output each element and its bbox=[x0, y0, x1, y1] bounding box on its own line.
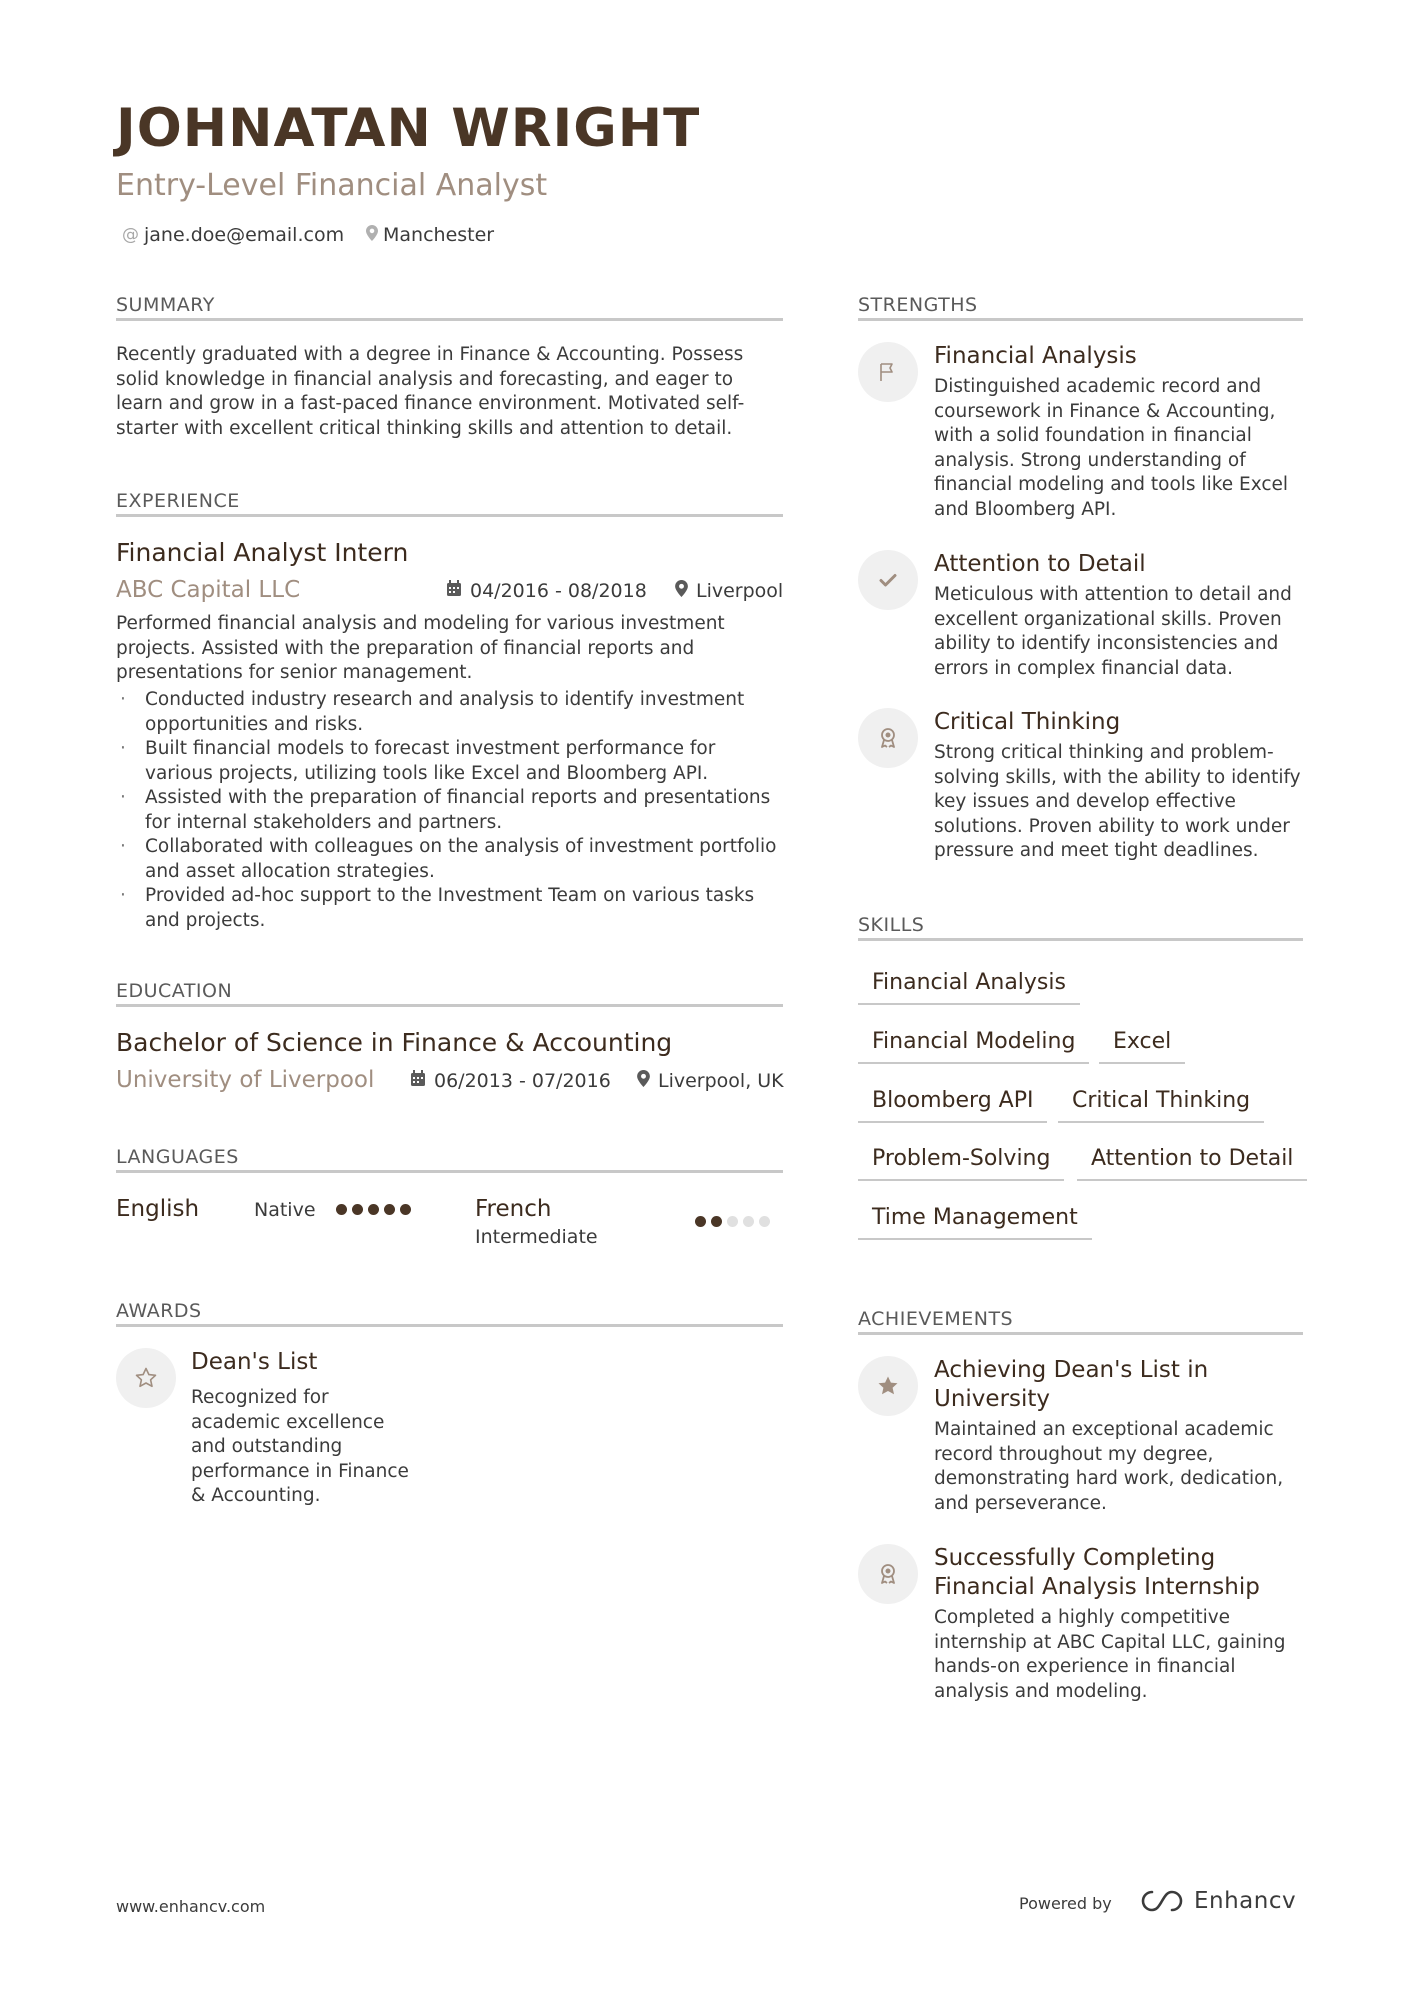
strength-title: Attention to Detail bbox=[934, 551, 1146, 577]
experience-dates-text: 04/2016 - 08/2018 bbox=[470, 580, 647, 602]
rating-dot bbox=[759, 1216, 770, 1227]
skill-tag: Time Management bbox=[858, 1205, 1092, 1240]
education-location bbox=[637, 1070, 784, 1092]
summary-heading: SUMMARY bbox=[116, 294, 783, 321]
rating-dot bbox=[384, 1204, 395, 1215]
rating-dot bbox=[695, 1216, 706, 1227]
candidate-name: JOHNATAN WRIGHT bbox=[116, 98, 701, 159]
award-title: Dean's List bbox=[191, 1349, 318, 1375]
skill-tag: Financial Analysis bbox=[858, 970, 1080, 1005]
check-icon bbox=[858, 550, 918, 610]
skill-tag: Problem-Solving bbox=[858, 1146, 1064, 1181]
list-item: · Built financial models to forecast investment performance for various projects, utilizing tools like Excel and Bloomberg API. bbox=[116, 737, 783, 786]
list-item: · Provided ad-hoc support to the Investment Team on various tasks and projects. bbox=[116, 884, 783, 933]
skill-tag: Financial Modeling bbox=[858, 1029, 1089, 1064]
experience-location-text: Liverpool bbox=[696, 580, 784, 602]
achievements-heading: ACHIEVEMENTS bbox=[858, 1308, 1303, 1335]
language-level-french: Intermediate bbox=[475, 1226, 598, 1248]
contact-email[interactable] bbox=[122, 224, 344, 246]
location-text: Manchester bbox=[383, 224, 495, 246]
experience-company: ABC Capital LLC bbox=[116, 577, 301, 603]
star-filled-icon bbox=[858, 1356, 918, 1416]
strength-description: Meticulous with attention to detail and excellent organizational skills. Proven ability to identify inconsistencies and errors in complex financial data. bbox=[934, 584, 1292, 679]
at-icon: @ bbox=[122, 225, 139, 245]
strength-description: Strong critical thinking and problem-solving skills, with the ability to identify key issues and develop effective solutions. Proven ability to work under pressure and meet tight deadlines. bbox=[934, 742, 1301, 861]
calendar-icon bbox=[410, 1070, 426, 1092]
language-name-french: French bbox=[475, 1196, 552, 1222]
enhancv-logo-text: Enhancv bbox=[1194, 1888, 1297, 1914]
skill-tag: Critical Thinking bbox=[1058, 1088, 1264, 1123]
experience-description: Performed financial analysis and modeling for various investment projects. Assisted with the preparation of financial reports and presentations for senior management. bbox=[116, 613, 725, 683]
awards-heading: AWARDS bbox=[116, 1300, 783, 1327]
contact-location bbox=[366, 224, 494, 246]
enhancv-logo-icon bbox=[1138, 1888, 1186, 1914]
education-degree: Bachelor of Science in Finance & Accounting bbox=[116, 1028, 673, 1057]
strength-item bbox=[934, 708, 1309, 864]
calendar-icon bbox=[446, 580, 462, 602]
experience-heading: EXPERIENCE bbox=[116, 490, 783, 517]
strength-item bbox=[934, 550, 1309, 681]
footer-powered-by: Powered by bbox=[1019, 1894, 1112, 1913]
email-text: jane.doe@email.com bbox=[144, 224, 345, 246]
list-item: · Collaborated with colleagues on the analysis of investment portfolio and asset allocation strategies. bbox=[116, 835, 783, 884]
rating-dot bbox=[368, 1204, 379, 1215]
rating-dot bbox=[711, 1216, 722, 1227]
summary-text: Recently graduated with a degree in Finance & Accounting. Possess solid knowledge in financial analysis and forecasting, and eager to learn and grow in a fast-paced finance environment. Motivated self-starter with excellent critical thinking skills and attention to detail. bbox=[116, 344, 745, 439]
list-item: · Assisted with the preparation of financial reports and presentations for internal stakeholders and partners. bbox=[116, 786, 783, 835]
experience-role: Financial Analyst Intern bbox=[116, 538, 409, 567]
flag-icon bbox=[858, 342, 918, 402]
strength-title: Critical Thinking bbox=[934, 709, 1121, 735]
language-level-english: Native bbox=[254, 1199, 316, 1221]
job-title: Entry-Level Financial Analyst bbox=[116, 168, 548, 203]
rating-dot bbox=[352, 1204, 363, 1215]
achievement-description: Completed a highly competitive internship at ABC Capital LLC, gaining hands-on experience in financial analysis and modeling. bbox=[934, 1607, 1286, 1702]
strength-description: Distinguished academic record and coursework in Finance & Accounting, with a solid foundation in financial analysis. Strong understanding of financial modeling and tools like Excel and Bloomberg API. bbox=[934, 376, 1289, 520]
experience-bullets bbox=[116, 688, 783, 933]
language-name-english: English bbox=[116, 1196, 200, 1222]
education-dates-text: 06/2013 - 07/2016 bbox=[434, 1070, 611, 1092]
rating-dot bbox=[336, 1204, 347, 1215]
experience-dates bbox=[446, 580, 647, 602]
footer-website[interactable]: www.enhancv.com bbox=[116, 1897, 266, 1916]
skill-tag: Attention to Detail bbox=[1077, 1146, 1307, 1181]
achievement-title: Successfully Completing Financial Analysis Internship bbox=[934, 1545, 1260, 1600]
location-pin-icon bbox=[637, 1070, 650, 1092]
rating-dot bbox=[727, 1216, 738, 1227]
achievement-item bbox=[934, 1544, 1309, 1704]
location-pin-icon bbox=[366, 225, 378, 246]
languages-heading: LANGUAGES bbox=[116, 1146, 783, 1173]
skills-heading: SKILLS bbox=[858, 914, 1303, 941]
award-ribbon-icon bbox=[858, 1544, 918, 1604]
language-rating-english bbox=[336, 1204, 411, 1215]
education-dates bbox=[410, 1070, 611, 1092]
star-outline-icon bbox=[116, 1348, 176, 1408]
skill-tag: Bloomberg API bbox=[858, 1088, 1047, 1123]
achievement-item bbox=[934, 1356, 1309, 1516]
list-item: · Conducted industry research and analysis to identify investment opportunities and risks. bbox=[116, 688, 783, 737]
education-school: University of Liverpool bbox=[116, 1067, 375, 1093]
achievement-description: Maintained an exceptional academic record throughout my degree, demonstrating hard work, dedication, and perseverance. bbox=[934, 1419, 1284, 1514]
achievement-title: Achieving Dean's List in University bbox=[934, 1357, 1209, 1412]
location-pin-icon bbox=[675, 580, 688, 602]
education-location-text: Liverpool, UK bbox=[658, 1070, 784, 1092]
skill-tag: Excel bbox=[1099, 1029, 1185, 1064]
strength-title: Financial Analysis bbox=[934, 343, 1137, 369]
education-heading: EDUCATION bbox=[116, 980, 783, 1007]
award-ribbon-icon bbox=[858, 708, 918, 768]
language-rating-french bbox=[695, 1216, 770, 1227]
rating-dot bbox=[743, 1216, 754, 1227]
strength-item bbox=[934, 342, 1309, 522]
rating-dot bbox=[400, 1204, 411, 1215]
strengths-heading: STRENGTHS bbox=[858, 294, 1303, 321]
award-description: Recognized for academic excellence and outstanding performance in Finance & Accounting. bbox=[191, 1387, 409, 1506]
enhancv-logo[interactable] bbox=[1138, 1888, 1296, 1914]
experience-location bbox=[675, 580, 783, 602]
